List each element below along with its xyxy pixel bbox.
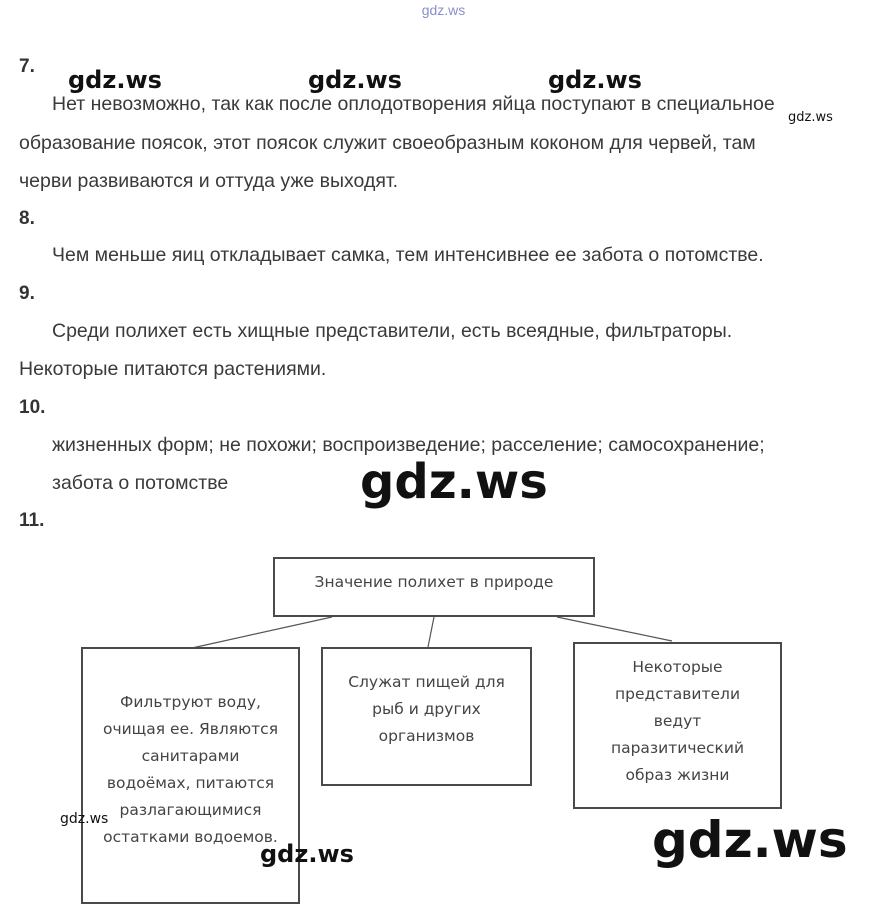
- diagram-root-text: Значение полихет в природе: [314, 573, 554, 591]
- middle-box-line: рыб и других: [372, 700, 481, 718]
- watermark: gdz.ws: [260, 840, 354, 868]
- answer-7-line-3: черви развиваются и оттуда уже выходят.: [19, 170, 399, 192]
- watermark: gdz.ws: [308, 66, 402, 94]
- left-box-line: очищая ее. Являются: [102, 720, 279, 738]
- right-box-line: образ жизни: [625, 766, 730, 784]
- item-number-10: 10.: [19, 397, 46, 418]
- watermark: gdz.ws: [652, 811, 848, 869]
- diagram-root-box: [273, 557, 595, 617]
- watermark: gdz.ws: [60, 811, 109, 827]
- left-box-line: остатками водоемов.: [103, 828, 278, 846]
- answer-9-line-1: Среди полихет есть хищные представители, есть всеядные, фильтраторы.: [52, 320, 733, 342]
- answer-9-line-2: Некоторые питаются растениями.: [19, 358, 327, 380]
- answer-10-line-1: жизненных форм; не похожи; воспроизведение; расселение; самосохранение;: [52, 434, 765, 456]
- answer-7-line-1: Нет невозможно, так как после оплодотворения яйца поступают в специальное: [52, 93, 775, 115]
- top-watermark: gdz.ws: [421, 2, 466, 18]
- item-number-11: 11.: [19, 510, 45, 531]
- answer-7-line-2: образование поясок, этот поясок служит своеобразным коконом для червей, там: [19, 132, 756, 154]
- diagram-right-box: [573, 642, 782, 809]
- diagram-middle-box: [321, 647, 532, 786]
- left-box-line: Фильтруют воду,: [120, 693, 261, 711]
- left-box-line: разлагающимися: [119, 801, 262, 819]
- answer-10-line-2: забота о потомстве: [52, 472, 229, 494]
- answer-8-line-1: Чем меньше яиц откладывает самка, тем интенсивнее ее забота о потомстве.: [52, 244, 764, 266]
- watermark: gdz.ws: [68, 66, 162, 94]
- item-number-9: 9.: [19, 283, 35, 304]
- watermark: gdz.ws: [788, 110, 833, 125]
- right-box-line: Некоторые: [632, 658, 723, 676]
- right-box-line: ведут: [653, 712, 702, 730]
- right-box-line: представители: [614, 685, 741, 703]
- watermark: gdz.ws: [548, 66, 642, 94]
- left-box-line: санитарами: [141, 747, 240, 765]
- item-number-7: 7.: [19, 56, 35, 77]
- middle-box-line: организмов: [378, 727, 475, 745]
- middle-box-line: Служат пищей для: [348, 673, 505, 691]
- watermark: gdz.ws: [360, 454, 548, 510]
- left-box-line: водоёмах, питаются: [106, 774, 275, 792]
- item-number-8: 8.: [19, 208, 35, 229]
- right-box-line: паразитический: [610, 739, 745, 757]
